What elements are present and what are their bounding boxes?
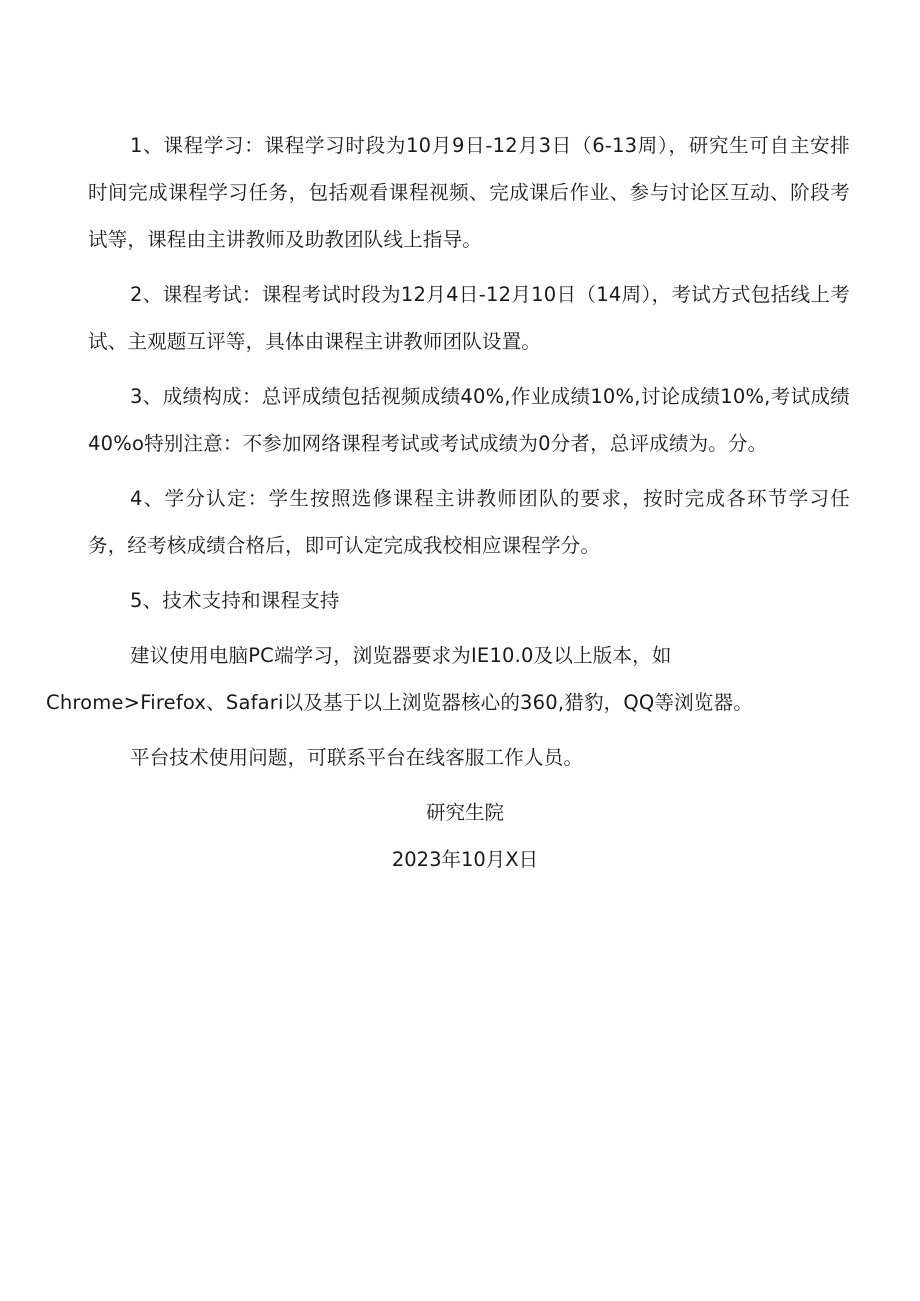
paragraph-tech-support-heading: 5、技术支持和课程支持 (130, 589, 340, 612)
signature-date: 2023年10月X日 (391, 848, 539, 871)
paragraph-course-exam: 2、课程考试：课程考试时段为12月4日-12月10日（14周），考试方式包括线上考试、主观题互评等，具体由课程主讲教师团队设置。 (88, 283, 850, 353)
signature-issuer: 研究生院 (425, 801, 504, 824)
paragraph-support-note: 平台技术使用问题，可联系平台在线客服工作人员。 (130, 746, 584, 769)
paragraph-course-study: 1、课程学习：课程学习时段为10月9日-12月3日（6-13周），研究生可自主安排时间完成课程学习任务，包括观看课程视频、完成课后作业、参与讨论区互动、阶段考试等，课程由主讲教师及助教团队线上指导。 (88, 134, 850, 251)
browser-requirements-line-1: 建议使用电脑PC端学习，浏览器要求为IE10.0及以上版本，如 (130, 644, 672, 667)
paragraph-browser-requirements (46, 632, 850, 726)
paragraph-grade-composition: 3、成绩构成：总评成绩包括视频成绩40%,作业成绩10%,讨论成绩10%,考试成绩40%o特别注意：不参加网络课程考试或考试成绩为0分者，总评成绩为。分。 (88, 385, 850, 455)
paragraph-credit-recognition: 4、学分认定：学生按照选修课程主讲教师团队的要求，按时完成各环节学习任务，经考核成绩合格后，即可认定完成我校相应课程学分。 (88, 487, 850, 557)
browser-requirements-line-2: Chrome>Firefox、Safari以及基于以上浏览器核心的360,猎豹，QQ等浏览器。 (46, 691, 753, 714)
